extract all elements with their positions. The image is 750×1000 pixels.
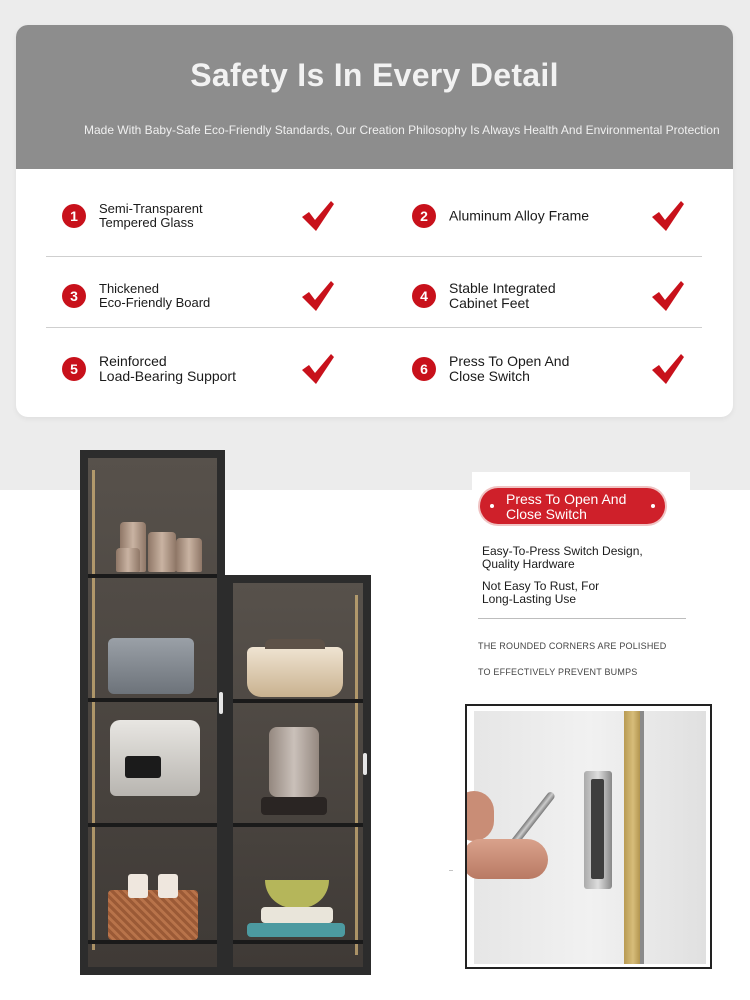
switch-description xyxy=(482,545,682,571)
feature-label-line: Aluminum Alloy Frame xyxy=(449,207,590,224)
feature-item xyxy=(46,257,374,334)
feature-item xyxy=(46,328,374,409)
feature-label xyxy=(449,281,649,311)
feature-item xyxy=(396,177,724,255)
feature-label xyxy=(449,209,649,224)
photo-scene xyxy=(474,711,706,964)
feature-item xyxy=(46,177,374,255)
check-icon xyxy=(650,352,686,386)
short-cabinet xyxy=(225,575,371,975)
feature-row xyxy=(46,256,702,334)
rust-description xyxy=(482,580,682,606)
tall-cabinet xyxy=(80,450,225,975)
check-icon xyxy=(300,279,336,313)
feature-label-line: Cabinet Feet xyxy=(449,294,530,311)
toaster xyxy=(108,638,194,694)
glass-jar xyxy=(176,538,202,572)
check-icon xyxy=(650,279,686,313)
page-subtitle: Made With Baby-Safe Eco-Friendly Standards, Our Creation Philosophy Is Always Health And Environmental Protection xyxy=(84,123,720,137)
cabinet-shelf xyxy=(88,574,217,578)
cooker-display xyxy=(125,756,161,778)
description-line: Easy-To-Press Switch Design, xyxy=(482,544,643,558)
cabinet-light-strip xyxy=(92,470,95,950)
caption: THE ROUNDED CORNERS ARE POLISHED xyxy=(478,641,667,651)
feature-label-line: Stable Integrated xyxy=(449,279,556,296)
cabinet-light-strip xyxy=(355,595,358,955)
cabinet-shelf xyxy=(88,940,217,944)
feature-number-badge: 1 xyxy=(62,204,86,228)
tiny-mark: -- xyxy=(449,868,453,874)
feature-item xyxy=(396,257,724,334)
feature-number-badge: 2 xyxy=(412,204,436,228)
check-icon xyxy=(300,352,336,386)
pill-text-line: Close Switch xyxy=(506,506,587,522)
glass-jar xyxy=(116,548,140,572)
handle-slot-inner xyxy=(591,779,604,879)
feature-row xyxy=(46,177,702,255)
feature-label xyxy=(99,202,299,230)
feature-label xyxy=(99,282,299,310)
pill-text xyxy=(506,492,656,522)
feature-number-badge: 3 xyxy=(62,284,86,308)
handle-slot xyxy=(584,771,612,889)
glass-jar xyxy=(148,532,176,572)
finger xyxy=(465,791,494,841)
cabinet-shelf xyxy=(233,940,363,944)
container xyxy=(128,874,148,898)
pot-lid xyxy=(265,639,325,649)
description-line: Quality Hardware xyxy=(482,557,575,571)
kettle-base xyxy=(261,797,327,815)
card-header xyxy=(16,25,733,169)
glass-kettle xyxy=(269,727,319,797)
container xyxy=(158,874,178,898)
feature-number-badge: 4 xyxy=(412,284,436,308)
description-line: Long-Lasting Use xyxy=(482,592,577,606)
pill-dot xyxy=(490,504,494,508)
frame-edge xyxy=(640,711,644,964)
handle-closeup-photo xyxy=(465,704,712,969)
description-line: Not Easy To Rust, For xyxy=(482,579,600,593)
feature-label-line: Load-Bearing Support xyxy=(99,367,236,384)
feature-label-line: Close Switch xyxy=(449,367,530,384)
cabinet-handle xyxy=(363,753,367,775)
feature-item xyxy=(396,328,724,409)
cabinet-shelf xyxy=(88,698,217,702)
feature-row xyxy=(46,327,702,409)
switch-info-panel xyxy=(472,472,690,690)
pill-text-line: Press To Open And xyxy=(506,491,627,507)
feature-label-line: Thickened xyxy=(99,280,159,296)
cabinet-shelf xyxy=(233,699,363,703)
cabinet-handle xyxy=(219,692,223,714)
feature-label xyxy=(449,354,649,384)
switch-pill-badge xyxy=(480,488,665,524)
feature-label-line: Semi-Transparent xyxy=(99,201,203,216)
finger xyxy=(465,839,548,879)
plate-stack xyxy=(261,907,333,923)
tray xyxy=(247,923,345,937)
cooking-pot xyxy=(247,647,343,697)
check-icon xyxy=(300,199,336,233)
wicker-basket xyxy=(108,890,198,940)
caption: TO EFFECTIVELY PREVENT BUMPS xyxy=(478,667,638,677)
feature-label-line: Reinforced xyxy=(99,352,167,369)
feature-number-badge: 5 xyxy=(62,357,86,381)
cabinet-shelf xyxy=(88,823,217,827)
feature-label-line: Eco-Friendly Board xyxy=(99,294,211,310)
feature-label-line: Press To Open And xyxy=(449,352,570,369)
check-icon xyxy=(650,199,686,233)
feature-label xyxy=(99,354,299,384)
safety-feature-card xyxy=(16,25,733,417)
page-title: Safety Is In Every Detail xyxy=(190,57,559,93)
feature-number-badge: 6 xyxy=(412,357,436,381)
divider xyxy=(478,618,686,619)
cabinet-shelf xyxy=(233,823,363,827)
feature-label-line: Tempered Glass xyxy=(99,215,194,230)
